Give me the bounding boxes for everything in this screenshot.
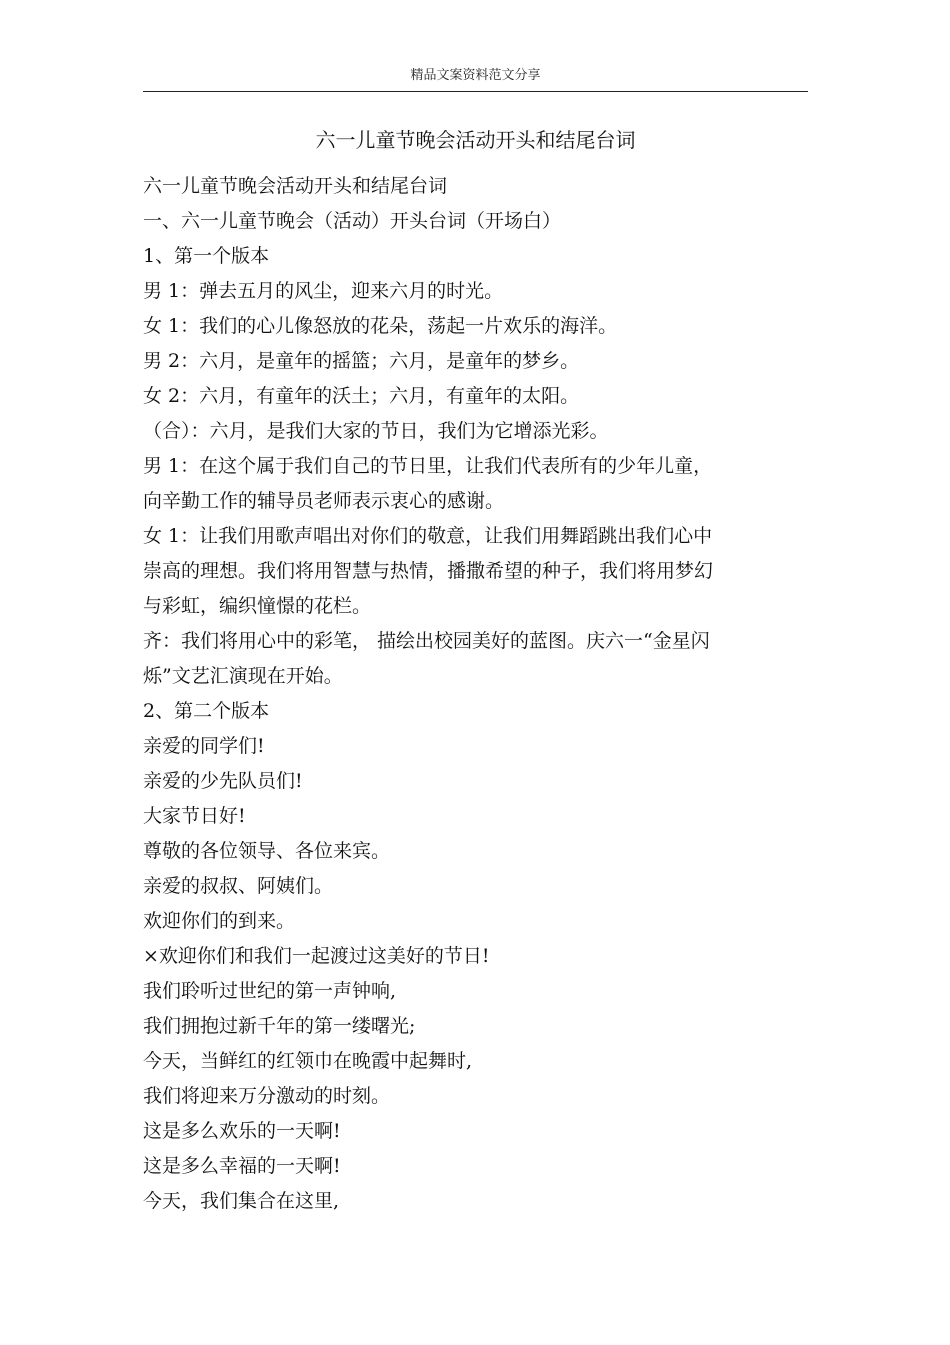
body-line: 这是多么欢乐的一天啊! — [143, 1120, 341, 1142]
body-line: 我们聆听过世纪的第一声钟响, — [143, 980, 397, 1002]
body-line: 崇高的理想。我们将用智慧与热情，播撒希望的种子，我们将用梦幻 — [143, 560, 714, 582]
body-line: 尊敬的各位领导、各位来宾。 — [143, 840, 391, 862]
body-line: 女 1：让我们用歌声唱出对你们的敬意，让我们用舞蹈跳出我们心中 — [143, 525, 713, 547]
body-line: 我们将迎来万分激动的时刻。 — [143, 1085, 391, 1107]
document-body — [143, 169, 808, 1219]
body-line: 大家节日好! — [143, 805, 246, 827]
body-line: 欢迎你们的到来。 — [143, 910, 296, 932]
body-line: 女 2：六月，有童年的沃土；六月，有童年的太阳。 — [143, 385, 580, 407]
body-line: 今天，当鲜红的红领巾在晚霞中起舞时, — [143, 1050, 473, 1072]
body-line: 男 2：六月，是童年的摇篮；六月，是童年的梦乡。 — [143, 350, 580, 372]
body-line: 我们拥抱过新千年的第一缕曙光; — [143, 1015, 416, 1037]
body-line: 六一儿童节晚会活动开头和结尾台词 — [143, 175, 448, 197]
document-title: 六一儿童节晚会活动开头和结尾台词 — [315, 128, 636, 152]
body-line: 男 1：弹去五月的风尘，迎来六月的时光。 — [143, 280, 504, 302]
body-line: 向辛勤工作的辅导员老师表示衷心的感谢。 — [143, 490, 505, 512]
body-line: 今天，我们集合在这里, — [143, 1190, 340, 1212]
header-text: 精品文案资料范文分享 — [410, 68, 541, 83]
body-line: 与彩虹，编织憧憬的花栏。 — [143, 595, 372, 617]
body-line: （合）：六月，是我们大家的节日，我们为它增添光彩。 — [143, 420, 609, 442]
subsection-heading: 2、第二个版本 — [143, 700, 270, 722]
body-line: 烁”文艺汇演现在开始。 — [143, 665, 343, 687]
body-line: 女 1：我们的心儿像怒放的花朵，荡起一片欢乐的海洋。 — [143, 315, 618, 337]
body-line: ×欢迎你们和我们一起渡过这美好的节日! — [143, 945, 490, 967]
body-line: 这是多么幸福的一天啊! — [143, 1155, 341, 1177]
body-line: 亲爱的叔叔、阿姨们。 — [143, 875, 334, 897]
section-heading: 一、六一儿童节晚会（活动）开头台词（开场白） — [143, 210, 562, 232]
subsection-heading: 1、第一个版本 — [143, 245, 270, 267]
body-line: 齐：我们将用心中的彩笔， 描绘出校园美好的蓝图。庆六一“金星闪 — [143, 630, 710, 652]
body-line: 男 1：在这个属于我们自己的节日里，让我们代表所有的少年儿童， — [143, 455, 713, 477]
page-header — [143, 60, 808, 92]
body-line: 亲爱的少先队员们! — [143, 770, 303, 792]
body-line: 亲爱的同学们! — [143, 735, 265, 757]
